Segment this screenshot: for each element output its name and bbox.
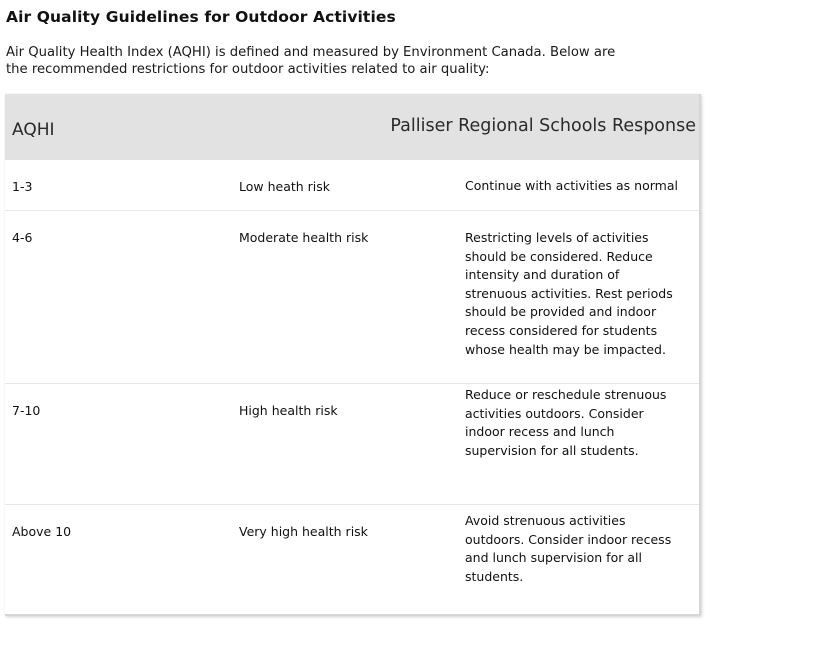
intro-line: Air Quality Health Index (AQHI) is defined and measured by Environment Canada. Below are [6, 45, 616, 60]
aqhi-value: 7-10 [12, 403, 41, 418]
page-title: Air Quality Guidelines for Outdoor Activities [6, 8, 396, 26]
response-line: Avoid strenuous activities [465, 513, 626, 528]
response-text [465, 229, 699, 359]
table-header [5, 94, 699, 160]
response-line: strenuous activities. Rest periods [465, 285, 673, 301]
table-row [5, 384, 699, 505]
response-text [465, 512, 699, 586]
response-line: outdoors. Consider indoor recess [465, 531, 672, 547]
response-line: should be considered. Reduce [465, 248, 653, 264]
intro-line: the recommended restrictions for outdoor activities related to air quality: [6, 62, 490, 77]
table-row [5, 160, 699, 211]
aqhi-table [5, 94, 701, 616]
response-line: indoor recess and lunch [465, 424, 615, 440]
response-line: activities outdoors. Consider [465, 405, 644, 421]
risk-level: High health risk [239, 403, 338, 418]
response-line: students. [465, 568, 524, 584]
response-line: and lunch supervision for all [465, 550, 642, 566]
intro-paragraph [6, 44, 706, 78]
table-row [5, 211, 699, 384]
response-line: intensity and duration of [465, 267, 620, 283]
response-line: whose health may be impacted. [465, 341, 666, 357]
response-line: Reduce or reschedule strenuous [465, 387, 667, 402]
table-row [5, 505, 699, 612]
response-text [465, 386, 699, 460]
response-line: should be provided and indoor [465, 304, 657, 320]
response-line: recess considered for students [465, 322, 658, 338]
response-text [465, 177, 699, 196]
header-aqhi: AQHI [12, 120, 55, 140]
aqhi-value: Above 10 [12, 524, 72, 539]
risk-level: Moderate health risk [239, 230, 369, 245]
aqhi-value: 1-3 [12, 179, 33, 194]
header-response: Palliser Regional Schools Response [390, 116, 696, 136]
response-line: supervision for all students. [465, 442, 639, 458]
response-line: Restricting levels of activities [465, 230, 649, 245]
risk-level: Very high health risk [239, 524, 368, 539]
response-line: Continue with activities as normal [465, 178, 678, 193]
aqhi-value: 4-6 [12, 230, 33, 245]
risk-level: Low heath risk [239, 179, 331, 194]
